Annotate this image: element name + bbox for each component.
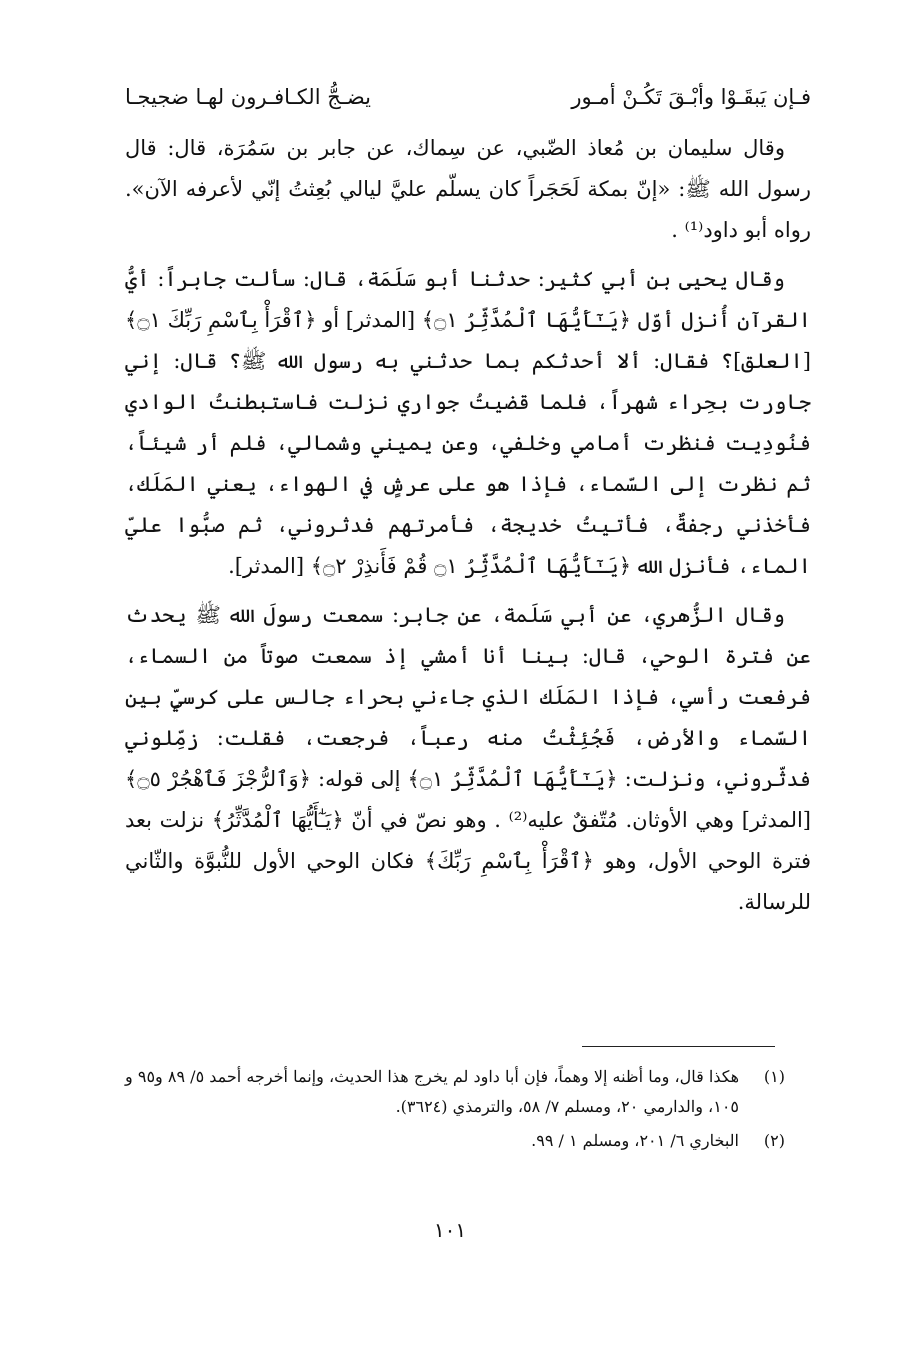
footnote-text: البخاري ٦/ ٢٠١، ومسلم ١ / ٩٩.	[531, 1131, 739, 1150]
footnote-text: هكذا قال، وما أظنه إلا وهماً، فإن أبا داود لم يخرج هذا الحديث، وإنما أخرجه أحمد ٥/ ٨٩ و٩٥ و ١٠٥، والدارمي ٢٠، ومسلم ٧/ ٥٨، والترمذي (٣٦٢٤).	[125, 1067, 740, 1116]
footnote-item	[125, 1062, 785, 1122]
footnote-item	[125, 1126, 785, 1156]
footnote-separator	[582, 1046, 775, 1047]
page-body	[125, 72, 811, 933]
paragraph-sulayman-narration: وقال سليمان بن مُعاذ الضّبي، عن سِماك، عن جابر بن سَمُرَة، قال: قال رسول الله ﷺ: «إنّ بمكة لَحَجَراً كان يسلّم عليَّ ليالي بُعِثتُ إنّي لأعرفه الآن». رواه أبو داود⁽¹⁾ .	[125, 136, 811, 242]
footnotes	[125, 1062, 785, 1160]
verse-first-hemistich: فـإن يَبقَـوْا وأبْـقَ تَكُـنْ أمـور	[571, 85, 811, 109]
paragraph-yahya-narration: وقال يحيى بن أبي كثير: حدثنا أبو سَلَمَة، قال: سألت جابراً: أيُّ القرآن أُنزل أوّل ﴿يَـٰٓأَيُّهَا ٱلْمُدَّثِّرُ ۝١﴾ [المدثر] أو ﴿ٱقْرَأْ بِٱسْمِ رَبِّكَ ۝١﴾ [العلق]؟ فقال: ألا أحدثكم بما حدثني به رسول الله ﷺ؟ قال: إني جاورت بحِراء شهراً، فلما قضيتُ جواري نزلت فاستبطنتُ الوادي فنُودِيت فنظرت أمامي وخلفي، وعن يميني وشمالي، فلم أر شيئاً، ثم نظرت إلى السّماء، فإذا هو على عرشٍ في الهواء، يعني المَلَك، فأخذني رجفةٌ، فأتيتُ خديجة، فأمرتهم فدثروني، ثم صبُّوا عليّ الماء، فأنزل الله ﴿يَـٰٓأَيُّهَا ٱلْمُدَّثِّرُ ۝١ قُمْ فَأَنذِرْ ۝٢﴾ [المدثر].	[125, 267, 811, 578]
verse-second-hemistich: يضـجُّ الكـافـرون لهـا ضجيجـا	[125, 85, 371, 109]
page-number: ١٠١	[433, 1218, 467, 1242]
paragraph-zuhri-narration: وقال الزُّهري، عن أبي سَلَمة، عن جابر: سمعت رسولَ الله ﷺ يحدث عن فترة الوحي، قال: بينا أنا أمشي إذ سمعت صوتاً من السماء، فرفعت رأسي، فإذا المَلَك الذي جاءني بحراء جالس على كرسيٍّ بين السّماء والأرض، فَجُئِثْتُ منه رعباً، فرجعت، فقلت: زمِّلوني فدثّروني، ونزلت: ﴿يَـٰٓأَيُّهَا ٱلْمُدَّثِّرُ ۝١﴾ إلى قوله: ﴿وَٱلرُّجْزَ فَٱهْجُرْ ۝٥﴾ [المدثر] وهي الأوثان. مُتّفقٌ عليه⁽²⁾ . وهو نصّ في أنّ ﴿يَـٰٓأَيُّهَا ٱلْمُدَّثِّرُ﴾ نزلت بعد فترة الوحي الأول، وهو ﴿ٱقْرَأْ بِٱسْمِ رَبِّكَ﴾ فكان الوحي الأول للنُّبوَّة والثّاني للرسالة.	[125, 603, 811, 914]
footnote-number: (٢)	[763, 1131, 785, 1150]
poetry-verse	[125, 72, 811, 122]
footnote-number: (١)	[763, 1067, 785, 1086]
